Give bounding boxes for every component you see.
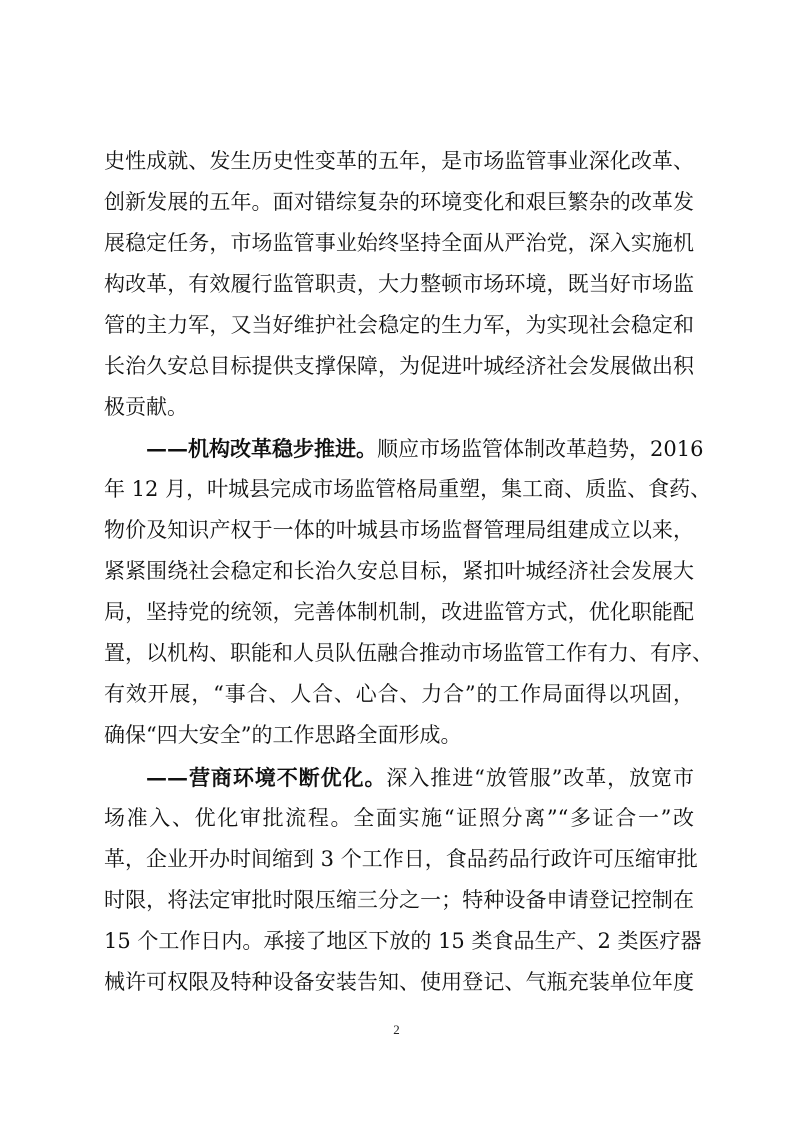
text-line — [104, 757, 694, 798]
paragraph-heading: ——营商环境不断优化。 — [146, 765, 387, 790]
paragraph-business-environment — [104, 757, 702, 1003]
text-line: 极贡献。 — [104, 395, 188, 419]
text-line — [104, 428, 704, 469]
text-line: 确保“四大安全”的工作思路全面形成。 — [104, 723, 462, 747]
text-line: 管的主力军，又当好维护社会稳定的生力军，为实现社会稳定和 — [104, 313, 694, 337]
page-number: 2 — [393, 1022, 400, 1037]
paragraph-achievements — [104, 141, 694, 428]
text-line: 构改革，有效履行监管职责，大力整顿市场环境，既当好市场监 — [104, 272, 694, 296]
text-line: 械许可权限及特种设备安装告知、使用登记、气瓶充装单位年度 — [104, 970, 694, 994]
text-line: 革，企业开办时间缩到 3 个工作日，食品药品行政许可压缩审批 — [104, 847, 698, 871]
text-line: 置，以机构、职能和人员队伍融合推动市场监管工作有力、有序、 — [104, 641, 713, 665]
text-line: 15 个工作日内。承接了地区下放的 15 类食品生产、2 类医疗器 — [104, 929, 702, 953]
text-segment: 深入推进“放管服”改革，放宽市 — [386, 766, 694, 790]
text-line: 有效开展，“事合、人合、心合、力合”的工作局面得以巩固， — [104, 682, 694, 706]
text-line: 场准入、优化审批流程。全面实施“证照分离”“多证合一”改 — [104, 806, 694, 830]
paragraph-institutional-reform — [104, 428, 713, 756]
text-line: 紧紧围绕社会稳定和长治久安总目标，紧扣叶城经济社会发展大 — [104, 559, 694, 583]
text-line: 局，坚持党的统领，完善体制机制，改进监管方式，优化职能配 — [104, 600, 694, 624]
text-line: 史性成就、发生历史性变革的五年，是市场监管事业深化改革、 — [104, 149, 694, 173]
text-line: 时限，将法定审批时限压缩三分之一；特种设备申请登记控制在 — [104, 888, 694, 912]
text-line: 展稳定任务，市场监管事业始终坚持全面从严治党，深入实施机 — [104, 231, 694, 255]
text-line: 年 12 月，叶城县完成市场监管格局重塑，集工商、质监、食药、 — [104, 477, 712, 501]
text-line: 物价及知识产权于一体的叶城县市场监督管理局组建成立以来， — [104, 518, 694, 542]
text-segment: 顺应市场监管体制改革趋势，2016 — [377, 437, 704, 461]
text-line: 长治久安总目标提供支撑保障，为促进叶城经济社会发展做出积 — [104, 354, 694, 378]
paragraph-heading: ——机构改革稳步推进。 — [146, 436, 377, 461]
text-line: 创新发展的五年。面对错综复杂的环境变化和艰巨繁杂的改革发 — [104, 190, 694, 214]
